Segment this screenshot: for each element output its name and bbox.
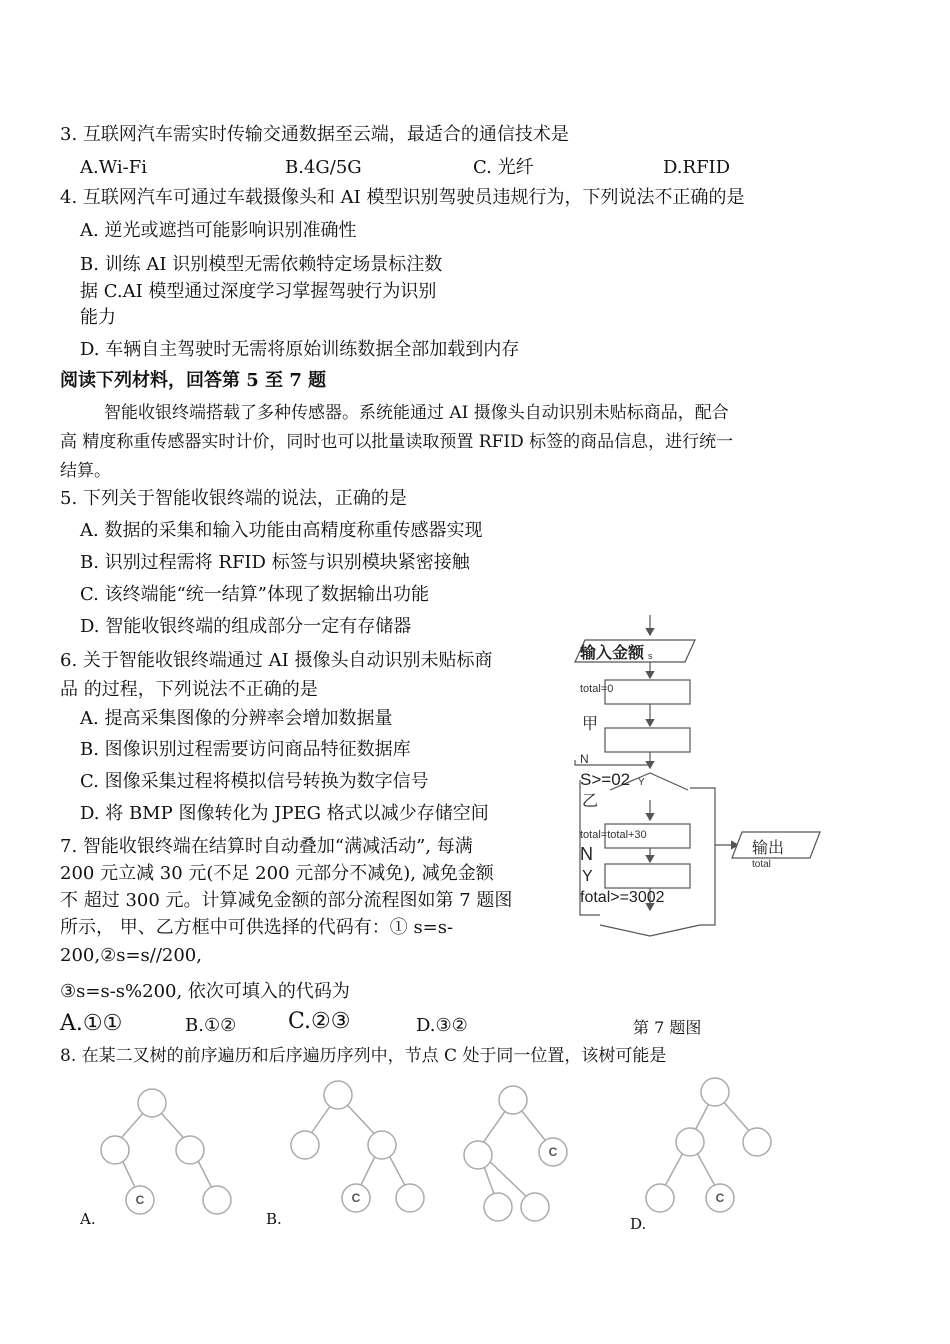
tree-c-root-node: [499, 1086, 527, 1114]
q8-option-a: A.: [80, 1210, 96, 1228]
q5-stem: 5. 下列关于智能收银终端的说法，正确的是: [60, 488, 407, 509]
flowchart-yes-label-2: Y: [582, 868, 593, 885]
q7-option-c: C.②③: [288, 1009, 351, 1034]
q4-option-b-line2: 据 C.AI 模型通过深度学习掌握驾驶行为识别: [80, 281, 437, 302]
section-heading: 阅读下列材料，回答第 5 至 7 题: [60, 370, 327, 391]
material-line-2: 高 精度称重传感器实时计价，同时也可以批量读取预置 RFID 标签的商品信息，进行统一: [60, 432, 734, 452]
flowchart-condition-1: S>=02: [580, 770, 631, 789]
flowchart-input-label: 输入金额: [580, 645, 645, 662]
flowchart-no-label-2: N: [580, 844, 593, 864]
flowchart-condition-2: fotal>=3002: [580, 889, 665, 906]
q4-stem: 4. 互联网汽车可通过车载摄像头和 AI 模型识别驾驶员违规行为，下列说法不正确的是: [60, 187, 745, 208]
q6-option-d: D. 将 BMP 图像转化为 JPEG 格式以减少存储空间: [80, 803, 489, 824]
q4-option-b-line1: B. 训练 AI 识别模型无需依赖特定场景标注数: [80, 254, 443, 275]
tree-d-root-node: [701, 1078, 729, 1106]
q7-line-5: 200,②s=s//200,: [60, 945, 202, 966]
q8-option-b: B.: [266, 1210, 282, 1228]
flowchart-output-label: 输出: [752, 840, 785, 857]
tree-b-right-child-node: [396, 1184, 424, 1212]
q5-option-c: C. 该终端能“统一结算”体现了数据输出功能: [80, 584, 429, 605]
q7-line-2: 200 元立减 30 元(不足 200 元部分不减免), 减免金额: [60, 863, 494, 884]
flowchart-yes-label-1: Y: [638, 777, 645, 788]
q3-stem: 3. 互联网汽车需实时传输交通数据至云端，最适合的通信技术是: [60, 124, 569, 145]
tree-d-left-node: [676, 1128, 704, 1156]
material-line-1: 智能收银终端搭载了多种传感器。系统能通过 AI 摄像头自动识别未贴标商品，配合: [104, 403, 729, 423]
flowchart-input-sub: s: [648, 651, 653, 661]
tree-b-node-c-label: C: [351, 1191, 361, 1205]
tree-c-left-node: [464, 1141, 492, 1169]
tree-b-left-node: [291, 1131, 319, 1159]
q5-option-a: A. 数据的采集和输入功能由高精度称重传感器实现: [80, 520, 483, 541]
tree-a-root-node: [138, 1089, 166, 1117]
tree-d-left-left-node: [646, 1184, 674, 1212]
flowchart-total-init: total=0: [580, 683, 614, 695]
tree-c-node-c-label: C: [548, 1145, 558, 1159]
tree-d-right-node: [743, 1128, 771, 1156]
q7-line-3: 不 超过 300 元。计算减免金额的部分流程图如第 7 题图: [60, 890, 513, 911]
flowchart-jia-label: 甲: [582, 716, 599, 733]
q4-option-a: A. 逆光或遮挡可能影响识别准确性: [80, 220, 357, 241]
q6-option-c: C. 图像采集过程将模拟信号转换为数字信号: [80, 771, 429, 792]
q7-line-6: ③s=s-s%200, 依次可填入的代码为: [60, 981, 350, 1002]
q6-option-b: B. 图像识别过程需要访问商品特征数据库: [80, 739, 411, 760]
flowchart-yi-label: 乙: [582, 793, 599, 810]
tree-d-node-c-label: C: [715, 1191, 725, 1205]
q7-line-4: 所示， 甲、乙方框中可供选择的代码有：① s=s-: [60, 917, 454, 938]
flowchart-no-label-1: N: [580, 752, 589, 766]
q6-stem-line2: 品 的过程，下列说法不正确的是: [60, 679, 318, 700]
tree-b-right-node: [368, 1131, 396, 1159]
q4-option-d: D. 车辆自主驾驶时无需将原始训练数据全部加载到内存: [80, 339, 520, 360]
q3-option-c: C. 光纤: [473, 157, 534, 178]
tree-c-left-right-node: [521, 1193, 549, 1221]
tree-a-right-node: [176, 1136, 204, 1164]
flowchart-figure: [570, 610, 835, 940]
q3-option-a: A.Wi-Fi: [80, 157, 147, 178]
tree-c-left-left-node: [484, 1193, 512, 1221]
figure-7-caption: 第 7 题图: [633, 1018, 702, 1037]
q7-option-b: B.①②: [185, 1015, 237, 1036]
tree-a-node-c-label: C: [135, 1193, 145, 1207]
q6-option-a: A. 提高采集图像的分辨率会增加数据量: [80, 708, 393, 729]
q7-line-1: 7. 智能收银终端在结算时自动叠加“满减活动”, 每满: [60, 836, 473, 857]
binary-tree-options: [60, 1070, 820, 1233]
tree-b-root-node: [324, 1081, 352, 1109]
q5-option-d: D. 智能收银终端的组成部分一定有存储器: [80, 616, 412, 637]
q7-option-a: A.①①: [60, 1011, 123, 1036]
q7-option-d: D.③②: [416, 1015, 468, 1036]
q8-stem: 8. 在某二叉树的前序遍历和后序遍历序列中，节点 C 处于同一位置，该树可能是: [60, 1046, 667, 1066]
q3-option-b: B.4G/5G: [285, 157, 362, 178]
material-line-3: 结算。: [60, 461, 111, 481]
q5-option-b: B. 识别过程需将 RFID 标签与识别模块紧密接触: [80, 552, 470, 573]
tree-a-right-child-node: [203, 1186, 231, 1214]
q4-option-b-line3: 能力: [80, 307, 116, 328]
q8-option-d: D.: [630, 1215, 647, 1233]
flowchart-total-add: total=total+30: [580, 829, 647, 841]
flowchart-output-sub: total: [752, 859, 771, 870]
q6-stem-line1: 6. 关于智能收银终端通过 AI 摄像头自动识别未贴标商: [60, 650, 493, 671]
tree-a-left-node: [101, 1136, 129, 1164]
q3-option-d: D.RFID: [663, 157, 731, 178]
